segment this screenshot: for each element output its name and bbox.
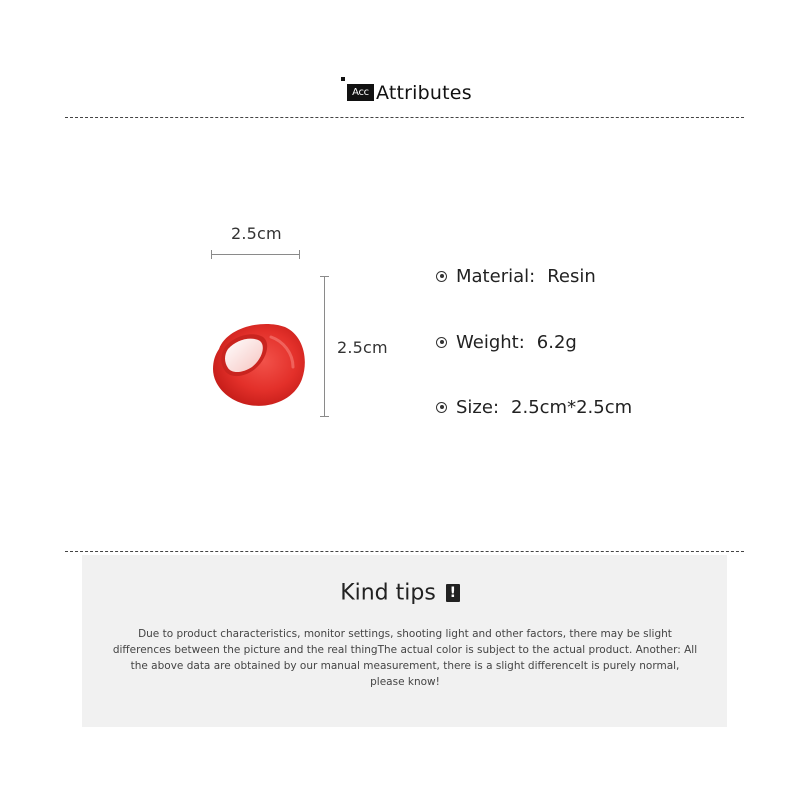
attribute-value: 2.5cm*2.5cm: [511, 396, 633, 418]
exclamation-icon: !: [446, 584, 460, 602]
height-dimension-tick-top: [320, 276, 329, 277]
attribute-weight: [436, 327, 577, 357]
attribute-size: [436, 392, 632, 422]
attribute-label: Size: [456, 396, 493, 418]
red-resin-ring-image: [205, 315, 310, 415]
attribute-material: [436, 261, 596, 291]
width-dimension-tick-left: [211, 250, 212, 259]
tips-title: Kind tips: [340, 580, 436, 606]
tips-heading: [0, 580, 800, 606]
tips-text: Due to product characteristics, monitor settings, shooting light and other factors, there may be slight differences between the picture and the real thingThe actual color is subject to the actual product. Another: All the above data are obtained by our manual measurement, there is a slight differenceIt is purely normal, please know!: [112, 628, 698, 688]
attribute-label: Weight: [456, 331, 519, 353]
height-dimension-label: 2.5cm: [337, 338, 388, 357]
top-divider: [65, 117, 744, 118]
height-dimension-line: [324, 276, 325, 416]
width-dimension-line: [211, 254, 300, 255]
header-decoration-dot: [341, 77, 345, 81]
bottom-divider: [65, 551, 744, 552]
attribute-colon: :: [492, 396, 500, 418]
page-title: Attributes: [376, 82, 472, 104]
bullet-icon: [436, 337, 447, 348]
attribute-value: 6.2g: [536, 331, 577, 353]
attribute-colon: :: [529, 265, 536, 287]
attribute-colon: :: [518, 331, 525, 353]
attribute-value: Resin: [547, 265, 596, 287]
width-dimension-tick-right: [299, 250, 300, 259]
attribute-label: Material: [456, 265, 530, 287]
height-dimension-tick-bottom: [320, 416, 329, 417]
bullet-icon: [436, 402, 447, 413]
header-badge: Acc: [347, 84, 374, 101]
bullet-icon: [436, 271, 447, 282]
width-dimension-label: 2.5cm: [231, 224, 282, 243]
